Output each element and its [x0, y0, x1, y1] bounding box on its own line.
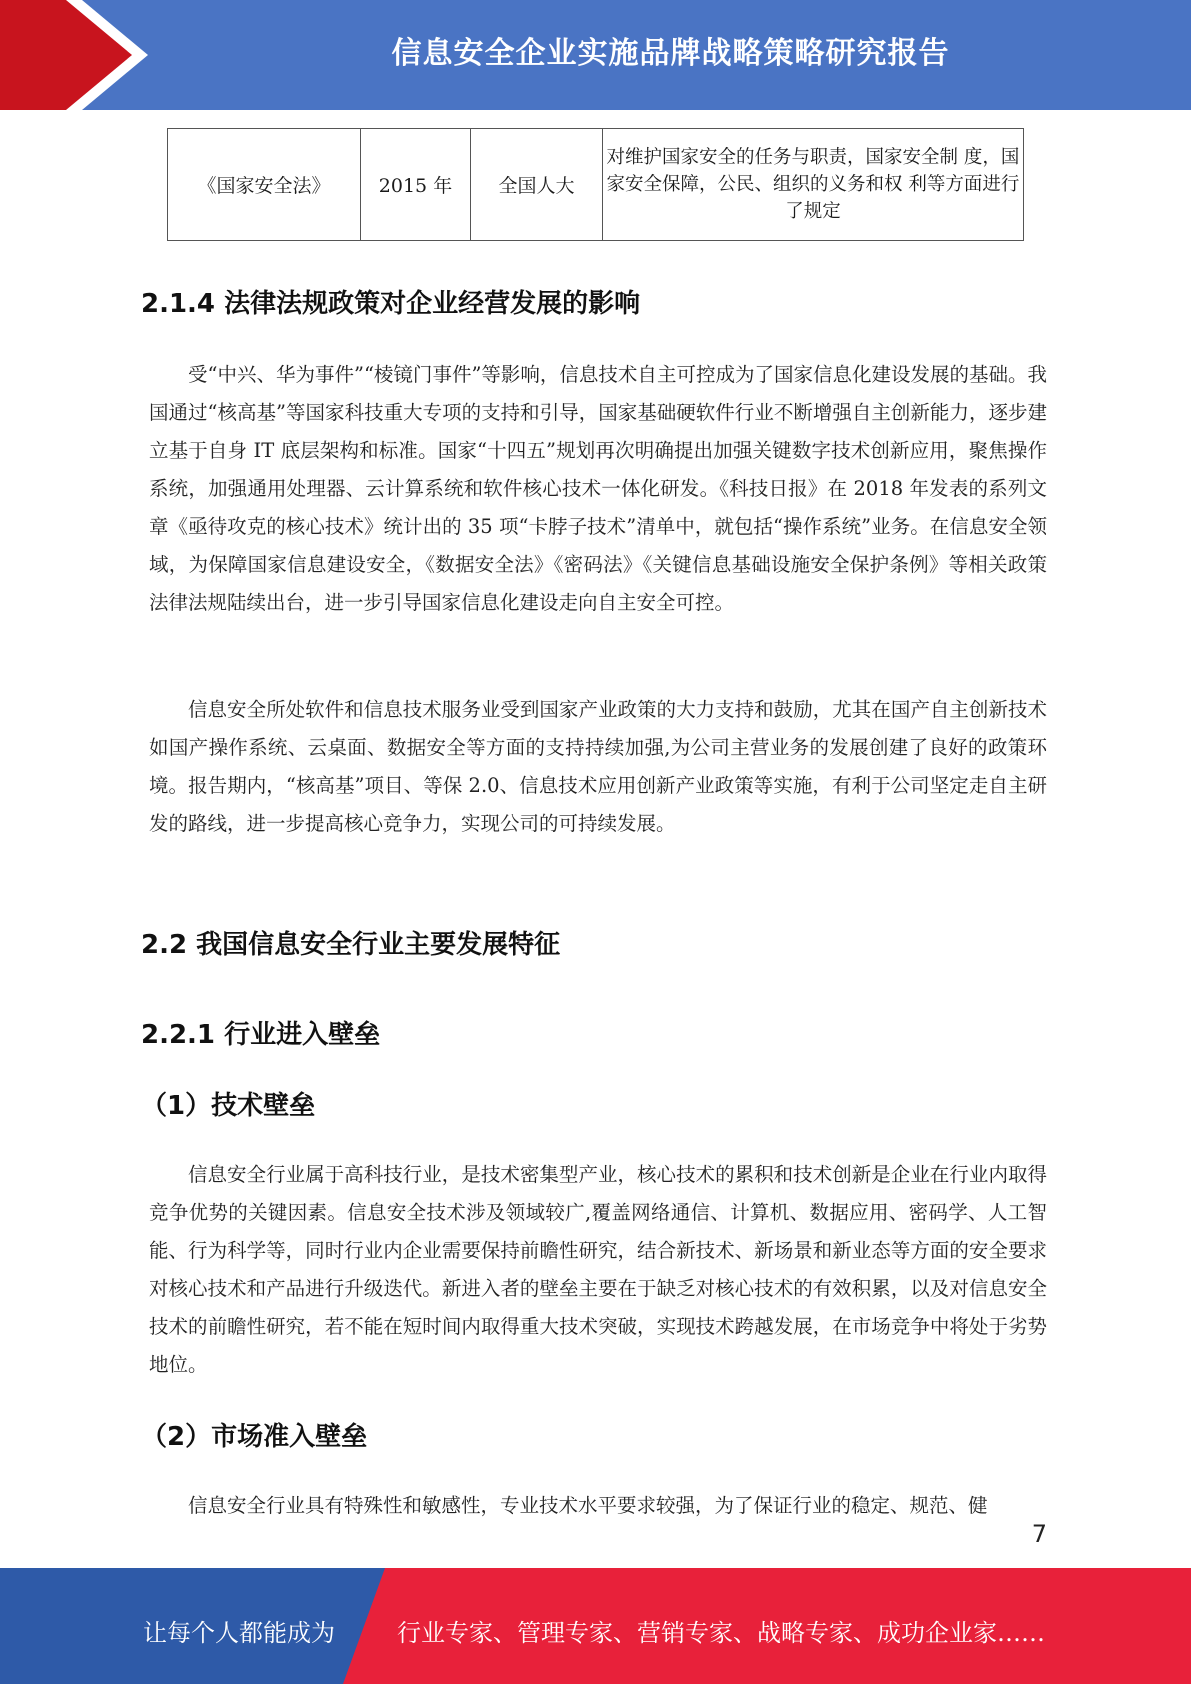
table-cell-description: 对维护国家安全的任务与职责，国家安全制 度，国家安全保障，公民、组织的义务和权 利等方面进行了规定 — [603, 129, 1024, 241]
paragraph: 信息安全行业属于高科技行业，是技术密集型产业，核心技术的累积和技术创新是企业在行业内取得竞争优势的关键因素。信息安全技术涉及领域较广,覆盖网络通信、计算机、数据应用、密码学、人工智能、行为科学等，同时行业内企业需要保持前瞻性研究，结合新技术、新场景和新业态等方面的安全要求对核心技术和产品进行升级迭代。新进入者的壁垒主要在于缺乏对核心技术的有效积累，以及对信息安全技术的前瞻性研究，若不能在短时间内取得重大技术突破，实现技术跨越发展，在市场竞争中将处于劣势地位。 — [149, 1163, 1047, 1376]
paragraph: 信息安全行业具有特殊性和敏感性，专业技术水平要求较强，为了保证行业的稳定、规范、健 — [188, 1494, 988, 1517]
section-heading-2-1-4: 2.1.4 法律法规政策对企业经营发展的影响 — [141, 289, 641, 319]
page-header — [0, 0, 1191, 110]
paragraph: 信息安全所处软件和信息技术服务业受到国家产业政策的大力支持和鼓励，尤其在国产自主创新技术如国产操作系统、云桌面、数据安全等方面的支持持续加强,为公司主营业务的发展创建了良好的政策环境。报告期内，“核高基”项目、等保 2.0、信息技术应用创新产业政策等实施，有利于公司坚定走自主研发的路线，进一步提高核心竞争力，实现公司的可持续发展。 — [149, 698, 1047, 835]
paragraph: 受“中兴、华为事件”“棱镜门事件”等影响，信息技术自主可控成为了国家信息化建设发展的基础。我国通过“核高基”等国家科技重大专项的支持和引导，国家基础硬软件行业不断增强自主创新能力，逐步建立基于自身 IT 底层架构和标准。国家“十四五”规划再次明确提出加强关键数字技术创新应用，聚焦操作系统，加强通用处理器、云计算系统和软件核心技术一体化研发。《科技日报》在 2018 年发表的系列文章《亟待攻克的核心技术》统计出的 35 项“卡脖子技术”清单中，就包括“操作系统”业务。在信息安全领域，为保障国家信息建设安全，《数据安全法》《密码法》《关键信息基础设施安全保护条例》等相关政策法律法规陆续出台，进一步引导国家信息化建设走向自主安全可控。 — [149, 363, 1047, 614]
section-heading-2-2-1: 2.2.1 行业进入壁垒 — [141, 1020, 381, 1050]
subheading-market-barrier: （2）市场准入壁垒 — [141, 1422, 368, 1452]
table-cell-year: 2015 年 — [361, 129, 471, 241]
law-table — [167, 128, 1024, 241]
footer-slogan-left: 让每个人都能成为 — [143, 1619, 335, 1647]
subheading-technical-barrier: （1）技术壁垒 — [141, 1091, 316, 1121]
table-cell-issuer: 全国人大 — [471, 129, 603, 241]
section-heading-2-2: 2.2 我国信息安全行业主要发展特征 — [141, 930, 561, 960]
header-title: 信息安全企业实施品牌战略策略研究报告 — [391, 36, 950, 71]
page-number: 7 — [1031, 1520, 1047, 1548]
table-cell-law: 《国家安全法》 — [168, 129, 361, 241]
footer-slogan-right: 行业专家、管理专家、营销专家、战略专家、成功企业家…… — [397, 1619, 1045, 1647]
header-red-arrow-icon — [0, 0, 150, 110]
table-row — [168, 129, 1024, 241]
